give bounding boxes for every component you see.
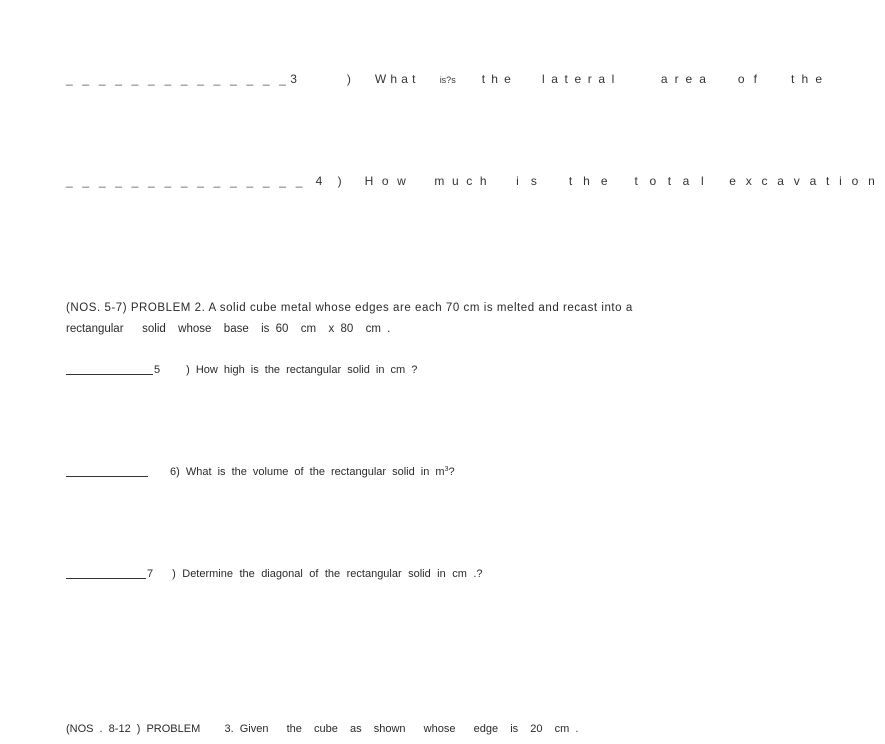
question-word: What <box>374 72 420 86</box>
question-number: 3 <box>290 72 297 86</box>
question-word: excavation <box>729 174 885 188</box>
question-word: is?s <box>439 75 456 85</box>
question-word: lateral <box>542 72 621 86</box>
question-5 <box>66 364 417 376</box>
question-7 <box>66 568 483 580</box>
answer-blank[interactable] <box>66 374 153 375</box>
question-4 <box>66 174 885 188</box>
problem-2-statement-continued: rectangular solid whose base is 60 cm x 80 cm . <box>66 323 391 335</box>
question-number: 4 ) <box>315 174 348 188</box>
question-text <box>170 466 455 478</box>
question-text-main: 6) What is the volume of the rectangular solid in m <box>170 466 445 478</box>
answer-blank: _ _ _ _ _ _ _ _ _ _ _ _ _ _ _ <box>66 174 306 188</box>
answer-blank[interactable] <box>66 578 146 579</box>
question-number: 7 <box>147 568 154 580</box>
question-paren: ) <box>346 72 351 86</box>
question-word: much <box>434 174 495 188</box>
question-word: the <box>790 72 830 86</box>
question-word: How <box>364 174 415 188</box>
question-number: 5 <box>154 364 161 376</box>
superscript: 3 <box>444 466 449 473</box>
question-word: area <box>660 72 713 86</box>
question-word: total <box>634 174 716 188</box>
question-word: the <box>481 72 517 86</box>
question-word: the <box>568 174 619 188</box>
question-text: ) How high is the rectangular solid in cm ? <box>186 364 418 376</box>
answer-blank: _ _ _ _ _ _ _ _ _ _ _ _ _ _ <box>66 72 290 86</box>
question-6 <box>66 466 455 478</box>
question-text: ) Determine the diagonal of the rectangular solid in cm .? <box>172 568 483 580</box>
question-word: is <box>516 174 549 188</box>
question-text-end: ? <box>448 466 455 478</box>
problem-3-statement: (NOS . 8-12 ) PROBLEM 3. Given the cube as shown whose edge is 20 cm . <box>66 723 579 735</box>
question-3 <box>66 72 830 86</box>
problem-2-statement: (NOS. 5-7) PROBLEM 2. A solid cube metal whose edges are each 70 cm is melted and recast into a <box>66 302 633 314</box>
answer-blank[interactable] <box>66 476 148 477</box>
question-word: of <box>737 72 766 86</box>
